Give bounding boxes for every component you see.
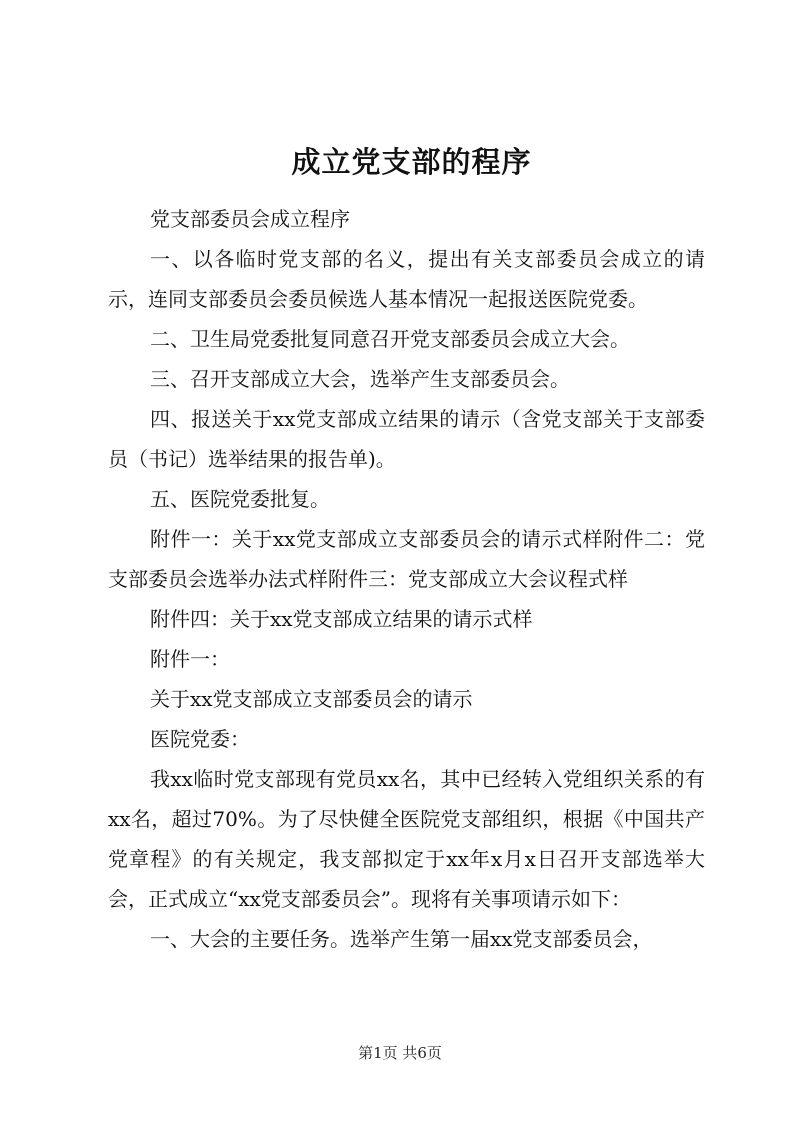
paragraph-heading: 党支部委员会成立程序 [150,207,350,231]
paragraph-attachment-1-label: 附件一： [150,647,230,671]
paragraph-step-5: 五、医院党委批复。 [150,487,330,511]
paragraph-request-title: 关于xx党支部成立支部委员会的请示 [150,687,473,711]
paragraph-request-body: 我xx临时党支部现有党员xx名，其中已经转入党组织关系的有xx名，超过70%。为了尽快健全医院党支部组织，根据《中国共产党章程》的有关规定，我支部拟定于xx年x月x日召开支部选举大会，正式成立“xx党支部委员会”。现将有关事项请示如下： [108,767,705,911]
paragraph-main-task: 一、大会的主要任务。选举产生第一届xx党支部委员会， [150,927,653,951]
paragraph-step-3: 三、召开支部成立大会，选举产生支部委员会。 [150,367,570,391]
paragraph-attachments-list: 附件一：关于xx党支部成立支部委员会的请示式样附件二：党支部委员会选举办法式样附件三：党支部成立大会议程式样 [108,527,705,591]
paragraph-addressee: 医院党委： [150,727,250,751]
document-body [108,199,705,959]
document-title: 成立党支部的程序 [291,145,532,179]
page-footer: 第1页 共6页 [358,1044,442,1062]
paragraph-step-2: 二、卫生局党委批复同意召开党支部委员会成立大会。 [150,327,630,351]
paragraph-step-4: 四、报送关于xx党支部成立结果的请示（含党支部关于支部委员（书记）选举结果的报告单)。 [108,407,705,471]
paragraph-attachment-4: 附件四：关于xx党支部成立结果的请示式样 [150,607,533,631]
paragraph-step-1: 一、以各临时党支部的名义，提出有关支部委员会成立的请示，连同支部委员会委员候选人基本情况一起报送医院党委。 [108,247,705,311]
